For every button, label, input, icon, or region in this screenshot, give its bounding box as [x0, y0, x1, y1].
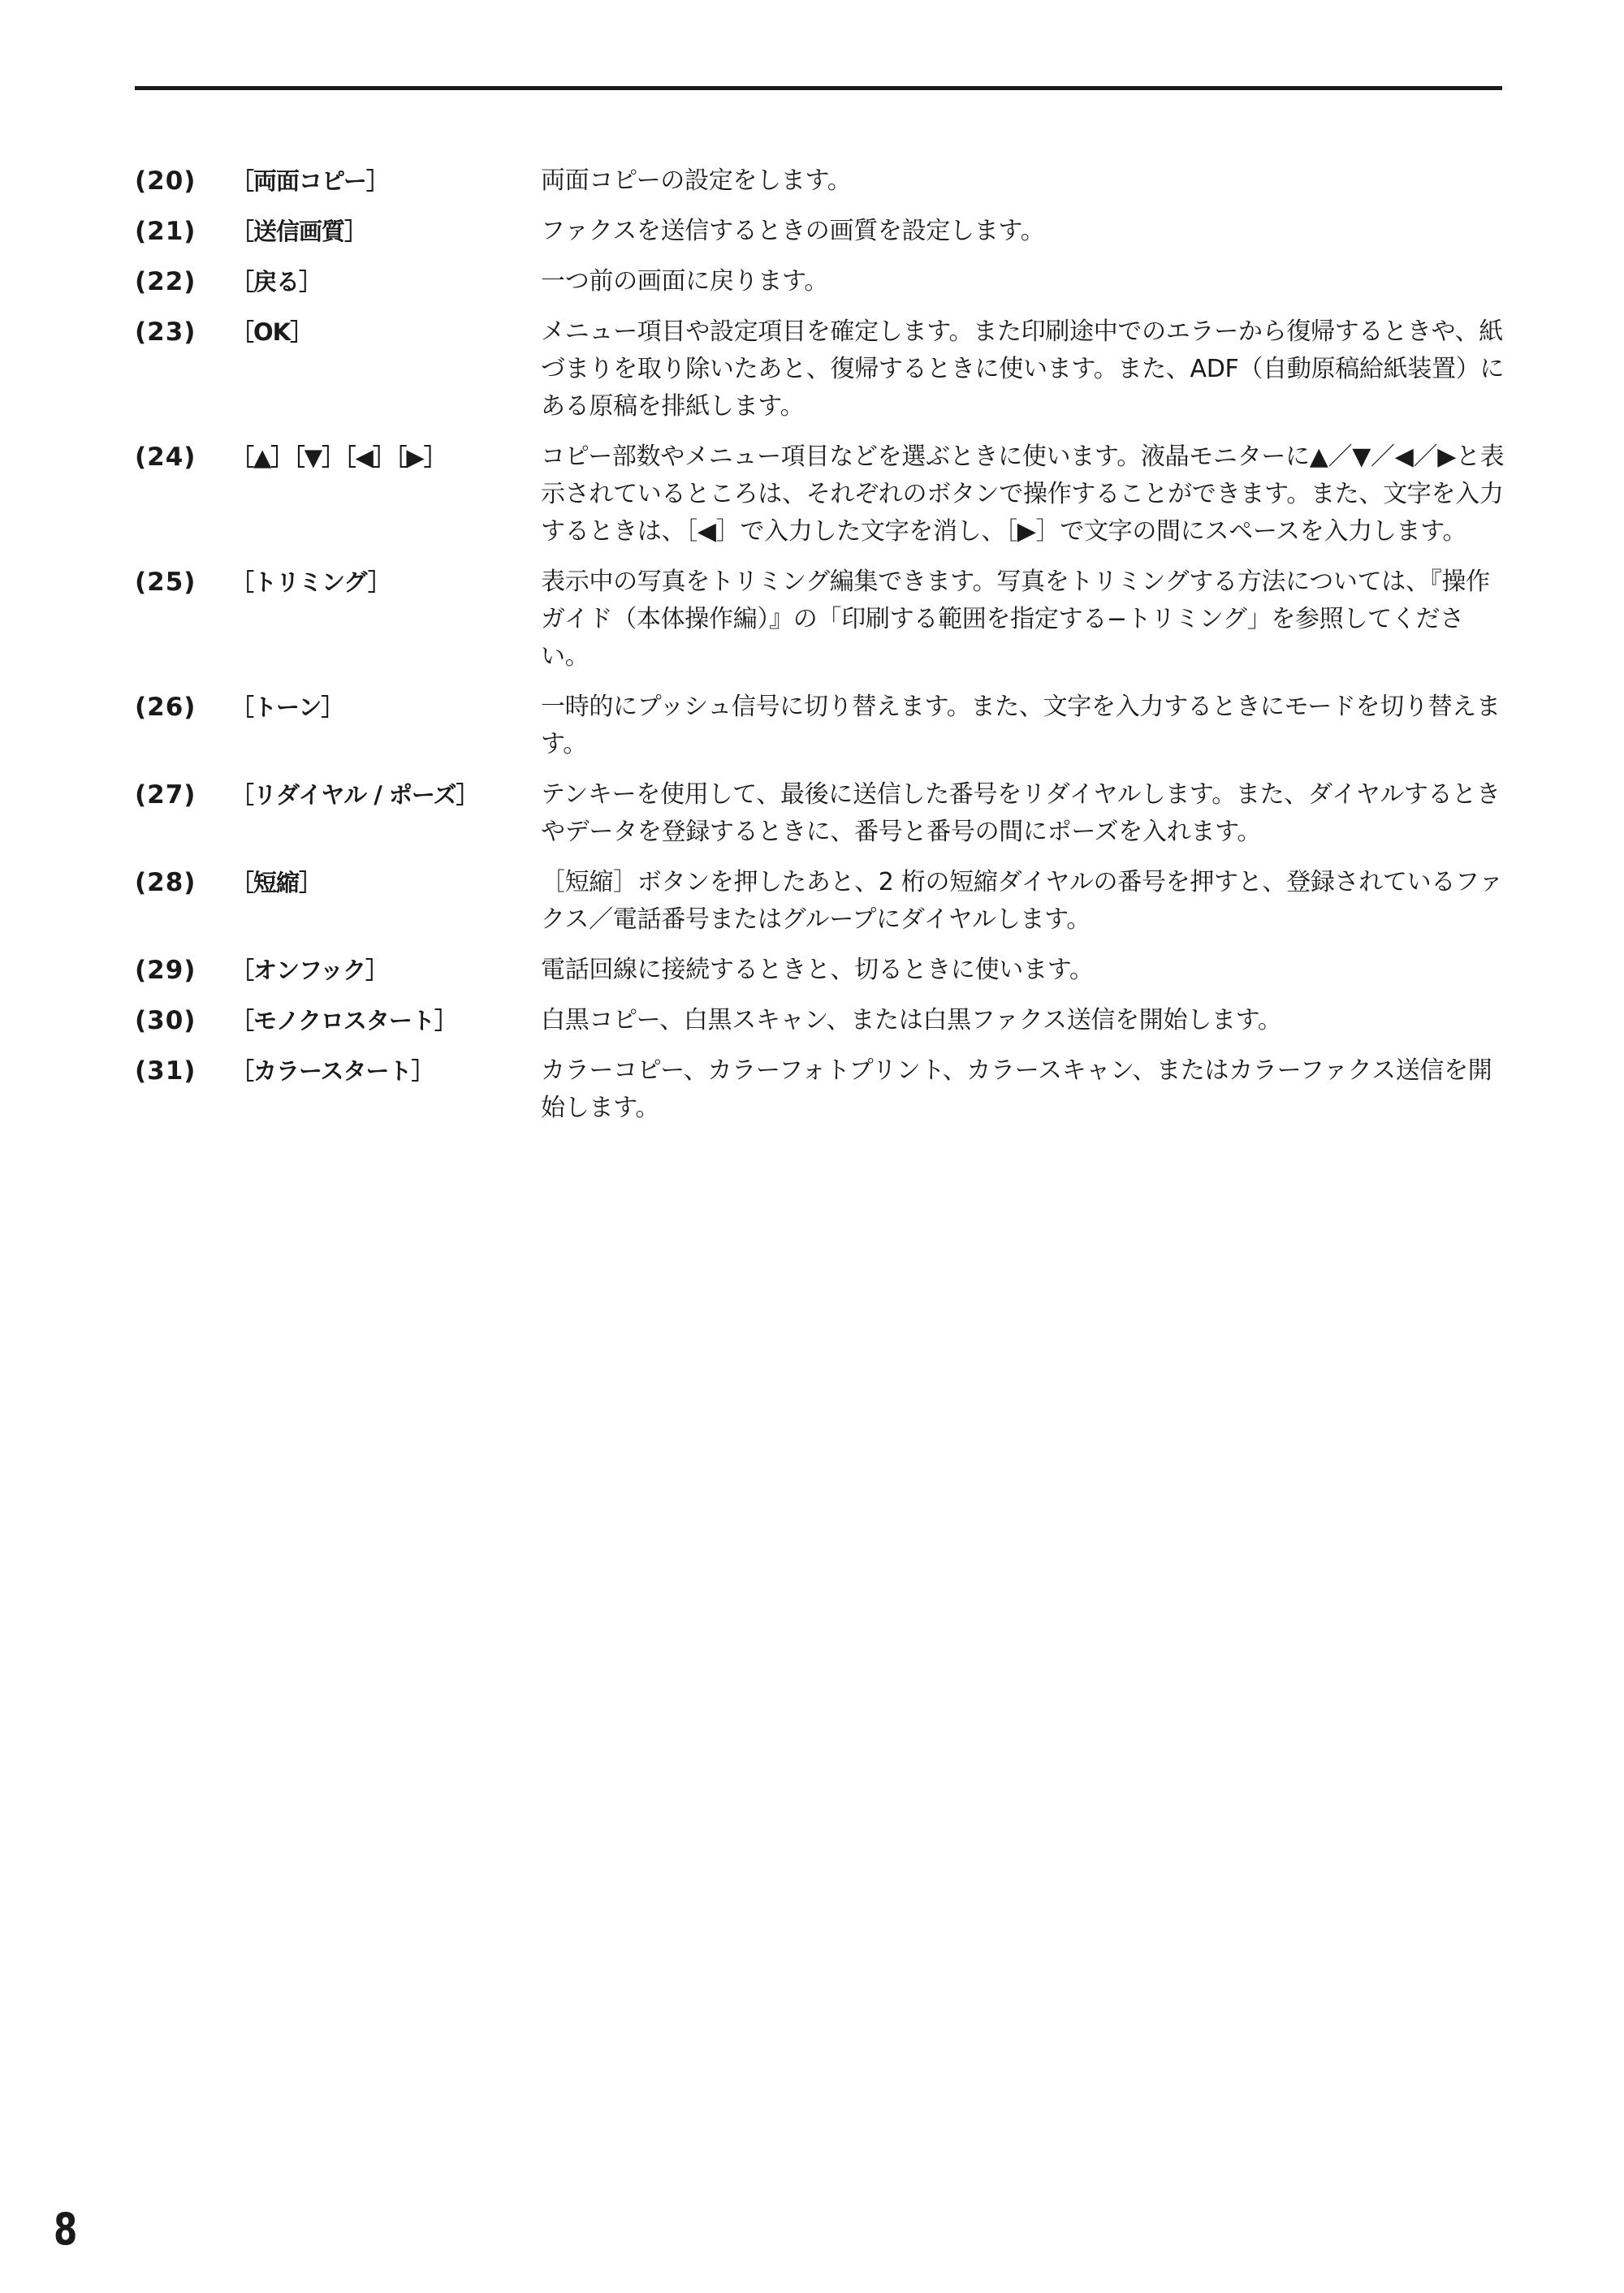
item-description: ファクスを送信するときの画質を設定します。: [541, 217, 1045, 245]
item-number: (23): [135, 317, 197, 347]
list-item: [135, 313, 1505, 425]
item-description: カラーコピー、カラーフォトプリント、カラースキャン、またはカラーファクス送信を開始します。: [541, 1056, 1492, 1122]
item-description: 一つ前の画面に戻ります。: [541, 267, 828, 296]
item-number: (22): [135, 267, 197, 296]
list-item: [135, 1002, 1502, 1039]
item-description: 電話回線に接続するときと、切るときに使います。: [541, 956, 1094, 984]
top-rule: [135, 86, 1502, 90]
item-number: (31): [135, 1056, 197, 1086]
item-label: ［リダイヤル / ポーズ］: [231, 781, 479, 809]
list-item: [135, 162, 1502, 200]
list-item: [135, 1052, 1502, 1127]
list-item: [135, 263, 1502, 300]
item-description: メニュー項目や設定項目を確定します。また印刷途中でのエラーから復帰するときや、紙づまりを取り除いたあと、復帰するときに使います。また、ADF（自動原稿給紙装置）にある原稿を排紙します。: [541, 317, 1505, 421]
button-description-list: [135, 162, 1505, 1140]
item-description: 一時的にプッシュ信号に切り替えます。また、文字を入力するときにモードを切り替えます。: [541, 693, 1501, 758]
item-number: (30): [135, 1006, 197, 1035]
item-number: (26): [135, 693, 197, 722]
item-label: ［短縮］: [231, 869, 322, 896]
item-description: テンキーを使用して、最後に送信した番号をリダイヤルします。また、ダイヤルするときやデータを登録するときに、番号と番号の間にポーズを入れます。: [541, 780, 1501, 846]
item-label: ［カラースタート］: [231, 1057, 434, 1085]
list-item: [135, 689, 1502, 763]
item-label: ［▲］［▼］［◀］［▶］: [231, 443, 447, 471]
item-description: ［短縮］ボタンを押したあと、2 桁の短縮ダイヤルの番号を押すと、登録されているファクス／電話番号またはグループにダイヤルします。: [541, 868, 1503, 934]
list-item: [135, 564, 1502, 676]
item-label: ［両面コピー］: [231, 167, 389, 195]
item-number: (29): [135, 956, 197, 985]
item-label: ［オンフック］: [231, 956, 388, 984]
list-item: [135, 438, 1505, 551]
list-item: [135, 213, 1502, 250]
item-label: ［モノクロスタート］: [231, 1007, 457, 1034]
item-label: ［送信画質］: [231, 218, 368, 245]
list-item: [135, 952, 1502, 989]
item-number: (24): [135, 443, 197, 472]
page-number: 8: [54, 2204, 78, 2255]
item-label: ［OK］: [231, 318, 313, 346]
item-description: コピー部数やメニュー項目などを選ぶときに使います。液晶モニターに▲／▼／◀／▶と表示されているところは、それぞれのボタンで操作することができます。また、文字を入力するときは、［◀］で入力した文字を消し、［▶］で文字の間にスペースを入力します。: [541, 443, 1505, 546]
item-number: (21): [135, 217, 197, 246]
item-number: (25): [135, 568, 197, 597]
item-number: (20): [135, 166, 197, 196]
item-number: (28): [135, 868, 197, 897]
item-description: 表示中の写真をトリミング編集できます。写真をトリミングする方法については、『操作ガイド（本体操作編）』の「印刷する範囲を指定する−トリミング」を参照してください。: [541, 568, 1490, 671]
item-label: ［戻る］: [231, 268, 322, 296]
list-item: [135, 864, 1502, 939]
list-item: [135, 776, 1502, 851]
item-description: 白黒コピー、白黒スキャン、または白黒ファクス送信を開始します。: [541, 1006, 1282, 1034]
item-label: ［トーン］: [231, 693, 344, 721]
item-number: (27): [135, 780, 197, 810]
item-label: ［トリミング］: [231, 568, 391, 596]
item-description: 両面コピーの設定をします。: [541, 166, 852, 195]
